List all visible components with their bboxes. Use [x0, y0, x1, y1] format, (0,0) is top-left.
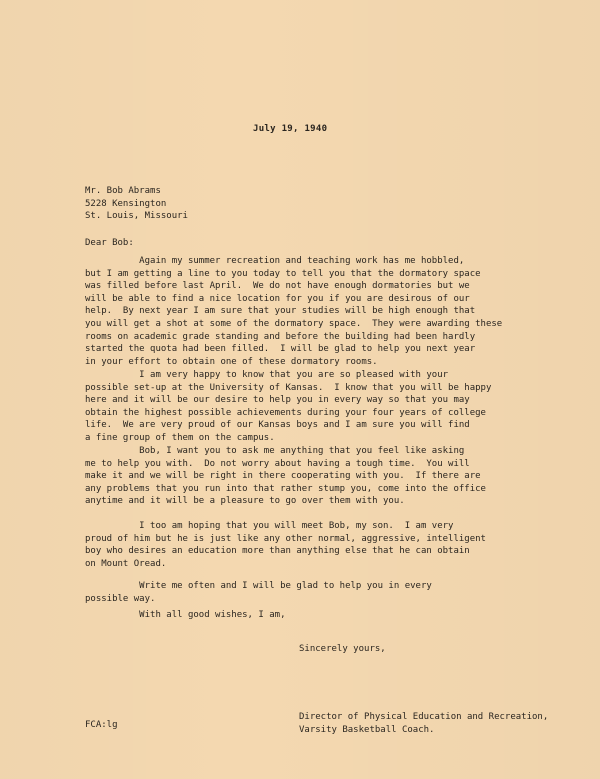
salutation: Dear Bob:	[85, 238, 134, 248]
body-paragraph: Bob, I want you to ask me anything that you feel like asking me to help you with. Do not worry about having a tough time. You will make it and we will be right in there cooperating with you. If there are any problems that you run into that rather stump you, come into the office anytime and it will be a pleasure to go over them with you.	[85, 446, 486, 507]
body-paragraph: I too am hoping that you will meet Bob, my son. I am very proud of him but he is just like any other normal, aggressive, intelligent boy who desires an education more than anything else that he can obtain on Mount Oread.	[85, 521, 486, 569]
recipient-city: St. Louis, Missouri	[85, 211, 188, 222]
body-paragraph: Again my summer recreation and teaching work has me hobbled, but I am getting a line to you today to tell you that the dormatory space was filled before last April. We do not have enough dormatories but we will be able to find a nice location for you if you are desirous of our help. By next year I am sure that your studies will be high enough that you will get a shot at some of the dormatory space. They were awarding these rooms on academic grade standing and before the building had been hardly started the quota had been filled. I will be glad to help you next year in your effort to obtain one of these dormatory rooms.	[85, 256, 503, 367]
reference-initials: FCA:lg	[85, 720, 118, 730]
recipient-street: 5228 Kensington	[85, 198, 167, 209]
body-paragraph: I am very happy to know that you are so pleased with your possible set-up at the University of Kansas. I know that you will be happy here and it will be our desire to help you in every way so that you may obtain the highest possible achievements during your four years of college life. We are very proud of our Kansas boys and I am sure you will find a fine group of them on the campus.	[85, 370, 492, 443]
recipient-address	[85, 185, 188, 223]
closing: Sincerely yours,	[299, 644, 386, 654]
body-paragraph: Write me often and I will be glad to help you in every possible way.	[85, 581, 432, 604]
body-paragraph: With all good wishes, I am,	[85, 610, 286, 620]
signature-title: Director of Physical Education and Recreation, Varsity Basketball Coach.	[299, 712, 549, 735]
letter-date: July 19, 1940	[253, 124, 328, 134]
recipient-name: Mr. Bob Abrams	[85, 186, 161, 196]
